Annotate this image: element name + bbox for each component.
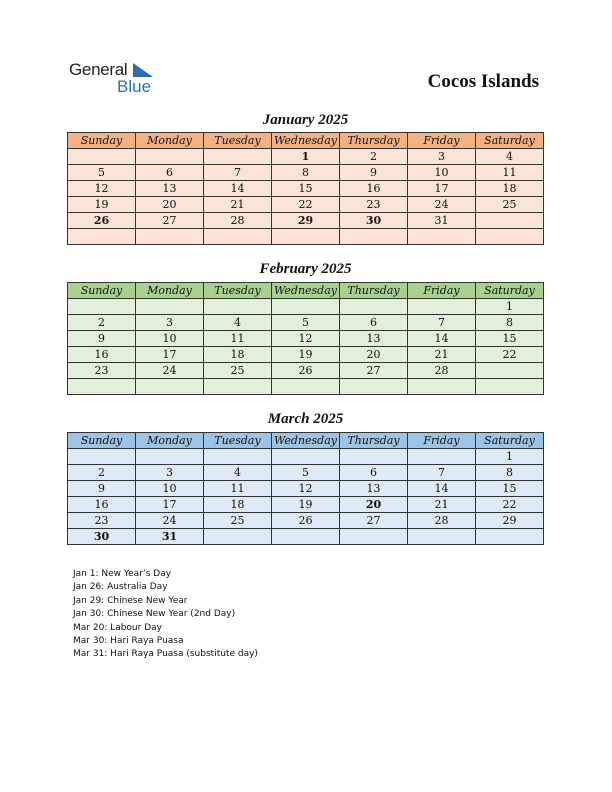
week-row: [68, 513, 544, 529]
day-cell: 20: [136, 197, 204, 213]
brand-name-line2: Blue: [117, 77, 152, 96]
day-cell: 11: [476, 165, 544, 181]
week-row: [68, 529, 544, 545]
day-cell: 21: [408, 347, 476, 363]
day-cell: 29: [476, 513, 544, 529]
weekday-header: Friday: [408, 133, 476, 149]
month-title: February 2025: [259, 261, 352, 277]
day-cell: 23: [340, 197, 408, 213]
empty-day-cell: [476, 363, 544, 379]
weekday-header: Monday: [136, 283, 204, 299]
week-row: [68, 363, 544, 379]
day-cell: 20: [340, 347, 408, 363]
day-cell: 25: [204, 363, 272, 379]
empty-day-cell: [68, 379, 136, 395]
day-cell: 28: [204, 213, 272, 229]
empty-day-cell: [408, 379, 476, 395]
day-cell: 24: [136, 513, 204, 529]
day-cell: 14: [408, 331, 476, 347]
day-cell: 30: [340, 213, 408, 229]
day-cell: 16: [340, 181, 408, 197]
empty-day-cell: [272, 529, 340, 545]
day-cell: 21: [204, 197, 272, 213]
week-row: [68, 229, 544, 245]
day-cell: 19: [272, 347, 340, 363]
day-cell: 8: [476, 315, 544, 331]
empty-day-cell: [340, 449, 408, 465]
month-title: January 2025: [262, 112, 349, 128]
week-row: [68, 149, 544, 165]
day-cell: 31: [408, 213, 476, 229]
week-row: [68, 181, 544, 197]
empty-day-cell: [340, 299, 408, 315]
day-cell: 14: [408, 481, 476, 497]
empty-day-cell: [340, 529, 408, 545]
day-cell: 7: [408, 315, 476, 331]
day-cell: 11: [204, 331, 272, 347]
weekday-header: Monday: [136, 433, 204, 449]
day-cell: 17: [408, 181, 476, 197]
day-cell: 5: [272, 465, 340, 481]
day-cell: 30: [68, 529, 136, 545]
day-cell: 11: [204, 481, 272, 497]
empty-day-cell: [272, 299, 340, 315]
day-cell: 29: [272, 213, 340, 229]
day-cell: 26: [68, 213, 136, 229]
day-cell: 10: [136, 331, 204, 347]
day-cell: 6: [340, 315, 408, 331]
day-cell: 6: [136, 165, 204, 181]
empty-day-cell: [340, 379, 408, 395]
weekday-header: Sunday: [68, 283, 136, 299]
weekday-header: Thursday: [340, 133, 408, 149]
day-cell: 1: [476, 449, 544, 465]
empty-day-cell: [476, 529, 544, 545]
weekday-header-row: [68, 133, 544, 149]
empty-day-cell: [408, 229, 476, 245]
holiday-note: Mar 31: Hari Raya Puasa (substitute day): [73, 649, 258, 660]
holiday-note: Mar 20: Labour Day: [73, 622, 162, 633]
day-cell: 8: [272, 165, 340, 181]
empty-day-cell: [408, 449, 476, 465]
weekday-header: Wednesday: [272, 133, 340, 149]
day-cell: 14: [204, 181, 272, 197]
day-cell: 20: [340, 497, 408, 513]
empty-day-cell: [204, 529, 272, 545]
day-cell: 13: [136, 181, 204, 197]
empty-day-cell: [68, 299, 136, 315]
day-cell: 8: [476, 465, 544, 481]
week-row: [68, 347, 544, 363]
day-cell: 6: [340, 465, 408, 481]
day-cell: 9: [340, 165, 408, 181]
week-row: [68, 299, 544, 315]
day-cell: 5: [68, 165, 136, 181]
day-cell: 2: [68, 315, 136, 331]
empty-day-cell: [136, 149, 204, 165]
month-calendar-table: [67, 432, 544, 545]
day-cell: 1: [272, 149, 340, 165]
empty-day-cell: [476, 213, 544, 229]
day-cell: 18: [204, 497, 272, 513]
empty-day-cell: [68, 229, 136, 245]
empty-day-cell: [68, 149, 136, 165]
holiday-note: Jan 29: Chinese New Year: [73, 595, 188, 606]
day-cell: 23: [68, 513, 136, 529]
weekday-header: Friday: [408, 283, 476, 299]
day-cell: 28: [408, 513, 476, 529]
brand-name-line1: General: [69, 60, 128, 79]
day-cell: 27: [136, 213, 204, 229]
empty-day-cell: [68, 449, 136, 465]
empty-day-cell: [204, 379, 272, 395]
day-cell: 26: [272, 363, 340, 379]
weekday-header: Sunday: [68, 133, 136, 149]
holiday-notes: [73, 568, 258, 662]
empty-day-cell: [136, 449, 204, 465]
day-cell: 5: [272, 315, 340, 331]
day-cell: 17: [136, 497, 204, 513]
week-row: [68, 197, 544, 213]
empty-day-cell: [408, 529, 476, 545]
day-cell: 10: [408, 165, 476, 181]
empty-day-cell: [272, 379, 340, 395]
weekday-header: Wednesday: [272, 283, 340, 299]
day-cell: 7: [204, 165, 272, 181]
weekday-header: Sunday: [68, 433, 136, 449]
weekday-header: Tuesday: [204, 283, 272, 299]
day-cell: 10: [136, 481, 204, 497]
empty-day-cell: [408, 299, 476, 315]
day-cell: 22: [476, 347, 544, 363]
week-row: [68, 165, 544, 181]
day-cell: 3: [136, 465, 204, 481]
day-cell: 7: [408, 465, 476, 481]
weekday-header-row: [68, 433, 544, 449]
day-cell: 15: [272, 181, 340, 197]
day-cell: 18: [204, 347, 272, 363]
weekday-header-row: [68, 283, 544, 299]
day-cell: 4: [204, 465, 272, 481]
day-cell: 4: [476, 149, 544, 165]
day-cell: 25: [476, 197, 544, 213]
holiday-note: Jan 1: New Year’s Day: [73, 569, 172, 579]
holiday-note: Mar 30: Hari Raya Puasa: [73, 635, 184, 646]
day-cell: 16: [68, 497, 136, 513]
day-cell: 31: [136, 529, 204, 545]
day-cell: 27: [340, 513, 408, 529]
month-calendar-table: [67, 132, 544, 245]
day-cell: 23: [68, 363, 136, 379]
empty-day-cell: [204, 449, 272, 465]
empty-day-cell: [340, 229, 408, 245]
country-title: Cocos Islands: [427, 71, 539, 92]
week-row: [68, 331, 544, 347]
day-cell: 13: [340, 331, 408, 347]
day-cell: 19: [272, 497, 340, 513]
week-row: [68, 497, 544, 513]
weekday-header: Saturday: [476, 133, 544, 149]
empty-day-cell: [136, 229, 204, 245]
weekday-header: Thursday: [340, 433, 408, 449]
empty-day-cell: [272, 229, 340, 245]
week-row: [68, 315, 544, 331]
triangle-logo-icon: [133, 63, 155, 79]
weekday-header: Saturday: [476, 433, 544, 449]
day-cell: 3: [408, 149, 476, 165]
week-row: [68, 379, 544, 395]
weekday-header: Tuesday: [204, 433, 272, 449]
empty-day-cell: [136, 299, 204, 315]
holiday-note: Jan 30: Chinese New Year (2nd Day): [73, 609, 236, 620]
empty-day-cell: [476, 229, 544, 245]
day-cell: 21: [408, 497, 476, 513]
day-cell: 12: [68, 181, 136, 197]
week-row: [68, 213, 544, 229]
day-cell: 12: [272, 331, 340, 347]
empty-day-cell: [272, 449, 340, 465]
day-cell: 17: [136, 347, 204, 363]
empty-day-cell: [136, 379, 204, 395]
week-row: [68, 481, 544, 497]
day-cell: 13: [340, 481, 408, 497]
weekday-header: Wednesday: [272, 433, 340, 449]
day-cell: 24: [408, 197, 476, 213]
day-cell: 19: [68, 197, 136, 213]
empty-day-cell: [204, 149, 272, 165]
day-cell: 22: [476, 497, 544, 513]
day-cell: 9: [68, 331, 136, 347]
day-cell: 12: [272, 481, 340, 497]
day-cell: 16: [68, 347, 136, 363]
weekday-header: Tuesday: [204, 133, 272, 149]
empty-day-cell: [204, 299, 272, 315]
day-cell: 18: [476, 181, 544, 197]
day-cell: 15: [476, 481, 544, 497]
empty-day-cell: [476, 379, 544, 395]
weekday-header: Monday: [136, 133, 204, 149]
day-cell: 1: [476, 299, 544, 315]
day-cell: 27: [340, 363, 408, 379]
day-cell: 2: [340, 149, 408, 165]
day-cell: 3: [136, 315, 204, 331]
weekday-header: Saturday: [476, 283, 544, 299]
day-cell: 28: [408, 363, 476, 379]
month-calendar-table: [67, 282, 544, 395]
day-cell: 22: [272, 197, 340, 213]
day-cell: 26: [272, 513, 340, 529]
empty-day-cell: [204, 229, 272, 245]
day-cell: 2: [68, 465, 136, 481]
holiday-note: Jan 26: Australia Day: [73, 582, 168, 593]
day-cell: 24: [136, 363, 204, 379]
day-cell: 25: [204, 513, 272, 529]
week-row: [68, 449, 544, 465]
day-cell: 15: [476, 331, 544, 347]
weekday-header: Thursday: [340, 283, 408, 299]
brand-logo: [69, 60, 159, 96]
day-cell: 9: [68, 481, 136, 497]
week-row: [68, 465, 544, 481]
weekday-header: Friday: [408, 433, 476, 449]
day-cell: 4: [204, 315, 272, 331]
month-title: March 2025: [267, 411, 344, 427]
